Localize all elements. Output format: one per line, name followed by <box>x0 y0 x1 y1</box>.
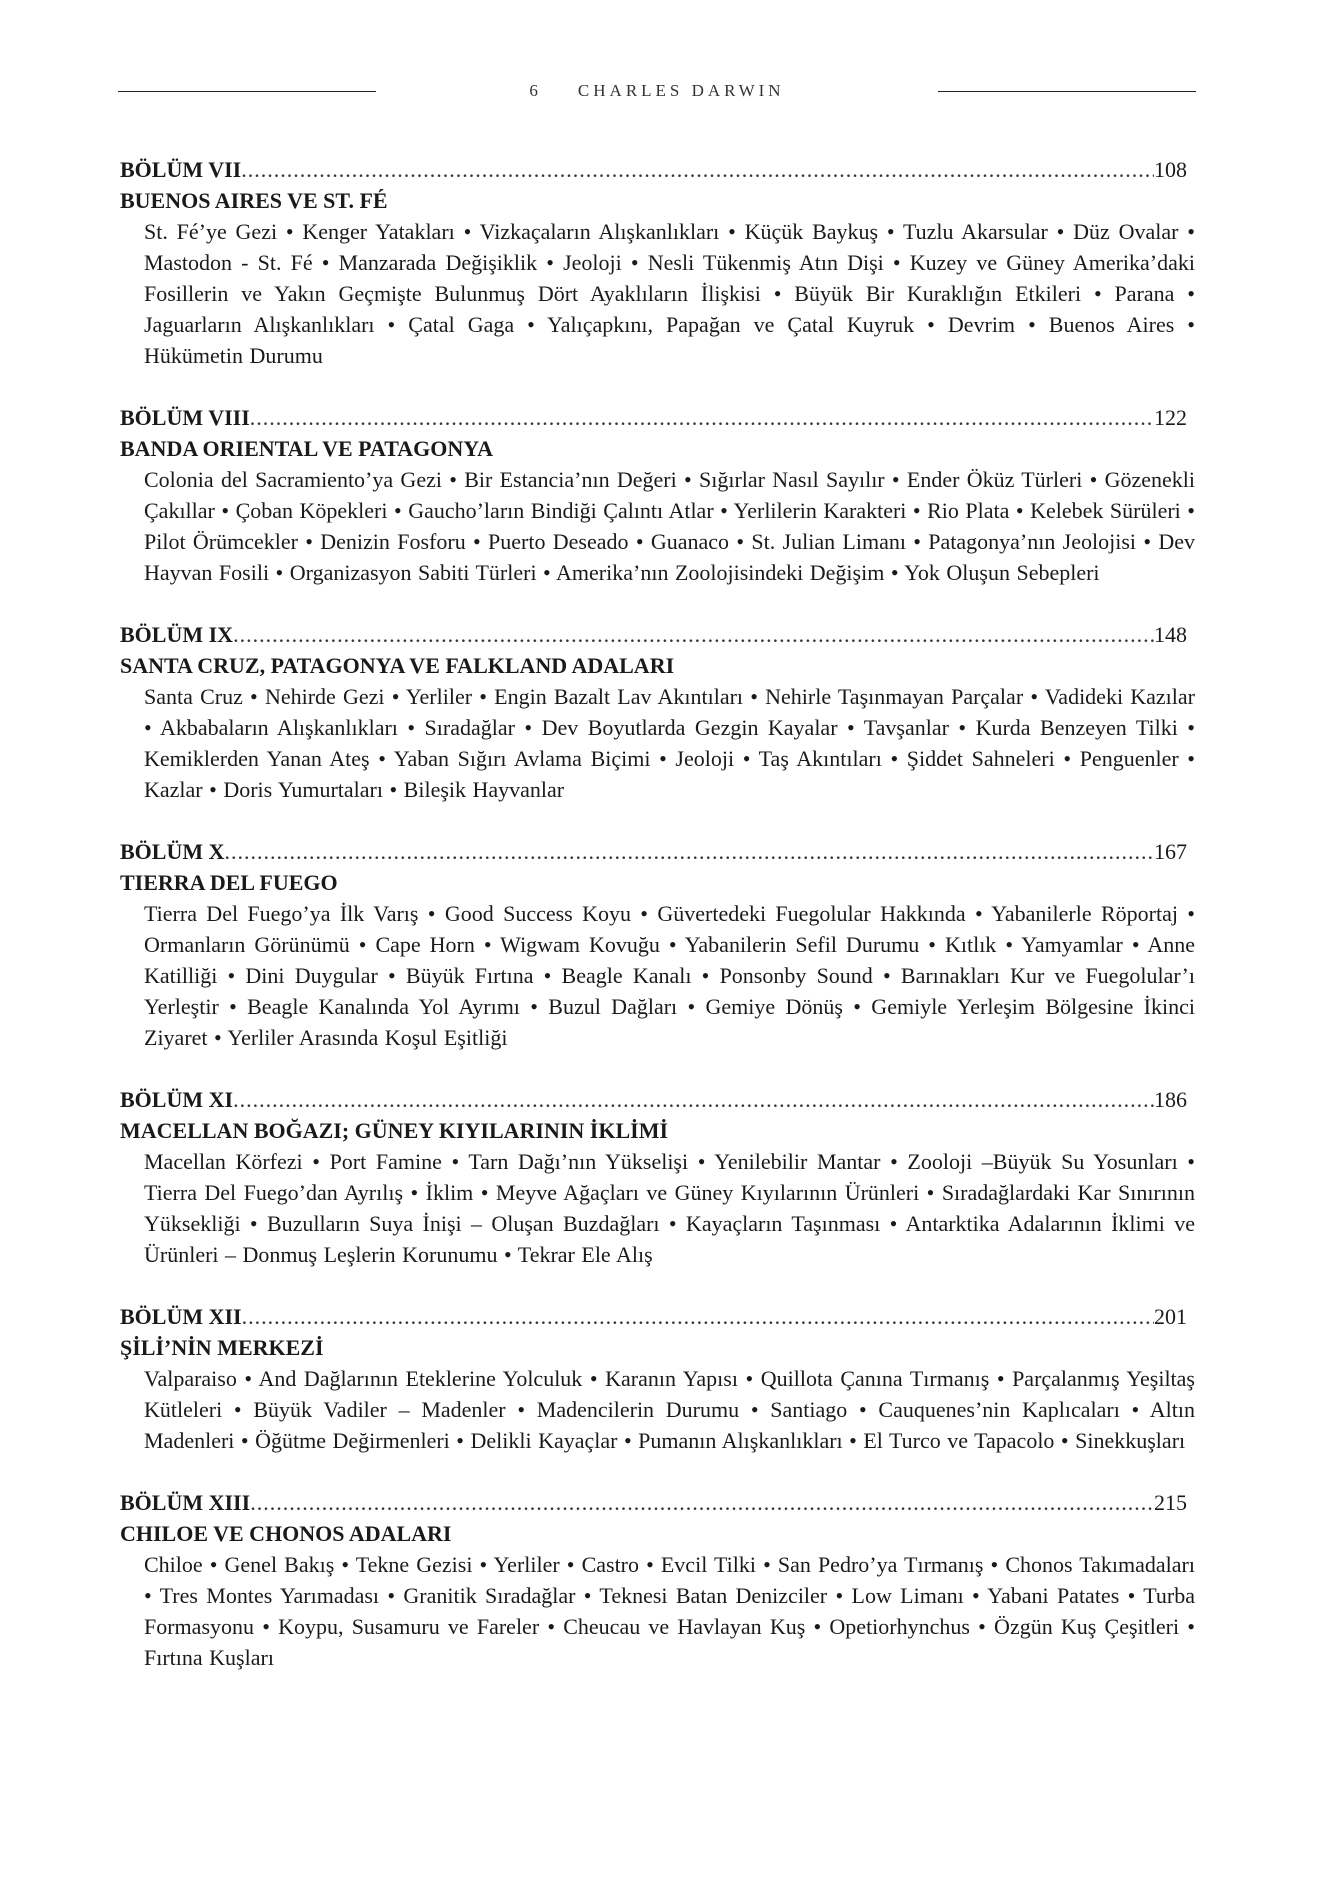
header-page-number: 6 <box>529 81 538 100</box>
header-rule-left <box>118 91 376 92</box>
running-header <box>118 76 1196 106</box>
chapter-number: BÖLÜM IX <box>120 622 234 647</box>
chapter-number: BÖLÜM XII <box>120 1304 242 1329</box>
chapter-number: BÖLÜM XI <box>120 1087 234 1112</box>
toc-entry-12 <box>120 1301 1195 1456</box>
toc-entry-10 <box>120 836 1195 1053</box>
chapter-topics: Santa Cruz • Nehirde Gezi • Yerliler • Engin Bazalt Lav Akıntıları • Nehirle Taşınmayan Parçalar • Vadideki Kazılar • Akbabaların Alışkanlıkları • Sıradağlar • Dev Boyutlarda Gezgin Kayalar • Tavşanlar • Kurda Benzeyen Tilki • Kemiklerden Yanan Ateş • Yaban Sığırı Avlama Biçimi • Jeoloji • Taş Akıntıları • Şiddet Sahneleri • Penguenler • Kazlar • Doris Yumurtaları • Bileşik Hayvanlar <box>144 684 1195 802</box>
toc-chapter-line[interactable] <box>120 1301 1195 1332</box>
table-of-contents <box>120 154 1195 1704</box>
chapter-number: BÖLÜM X <box>120 839 225 864</box>
chapter-page: 148 <box>1154 622 1187 647</box>
chapter-topics: Macellan Körfezi • Port Famine • Tarn Dağı’nın Yükselişi • Yenilebilir Mantar • Zooloji –Büyük Su Yosunları • Tierra Del Fuego’dan Ayrılış • İklim • Meyve Ağaçları ve Güney Kıyılarının Ürünleri • Sıradağlardaki Kar Sınırının Yüksekliği • Buzulların Suya İnişi – Oluşan Buzdağları • Kayaçların Taşınması • Antarktika Adalarının İklimi ve Ürünleri – Donmuş Leşlerin Korunumu • Tekrar Ele Alış <box>144 1149 1195 1267</box>
chapter-number: BÖLÜM XIII <box>120 1490 251 1515</box>
toc-chapter-line[interactable] <box>120 154 1195 185</box>
header-author: CHARLES DARWIN <box>577 81 785 100</box>
chapter-page: 201 <box>1154 1304 1187 1329</box>
chapter-title: TIERRA DEL FUEGO <box>120 870 338 895</box>
chapter-topics: Colonia del Sacramiento’ya Gezi • Bir Estancia’nın Değeri • Sığırlar Nasıl Sayılır • Ender Öküz Türleri • Gözenekli Çakıllar • Çoban Köpekleri • Gaucho’ların Bindiği Çalıntı Atlar • Yerlilerin Karakteri • Rio Plata • Kelebek Sürüleri • Pilot Örümcekler • Denizin Fosforu • Puerto Deseado • Guanaco • St. Julian Limanı • Patagonya’nın Jeolojisi • Dev Hayvan Fosili • Organizasyon Sabiti Türleri • Amerika’nın Zoolojisindeki Değişim • Yok Oluşun Sebepleri <box>144 467 1195 585</box>
toc-chapter-line[interactable] <box>120 1487 1195 1518</box>
chapter-topics: Tierra Del Fuego’ya İlk Varış • Good Success Koyu • Güvertedeki Fuegolular Hakkında • Yabanilerle Röportaj • Ormanların Görünümü • Cape Horn • Wigwam Kovuğu • Yabanilerin Sefil Durumu • Kıtlık • Yamyamlar • Anne Katilliği • Dini Duygular • Büyük Fırtına • Beagle Kanalı • Ponsonby Sound • Barınakları Kur ve Fuegolular’ı Yerleştir • Beagle Kanalında Yol Ayrımı • Buzul Dağları • Gemiye Dönüş • Gemiyle Yerleşim Bölgesine İkinci Ziyaret • Yerliler Arasında Koşul Eşitliği <box>144 901 1195 1050</box>
chapter-title: BUENOS AIRES VE ST. FÉ <box>120 188 388 213</box>
dot-leader <box>233 1084 1154 1115</box>
toc-chapter-line[interactable] <box>120 402 1195 433</box>
toc-entry-8 <box>120 402 1195 588</box>
dot-leader <box>225 836 1155 867</box>
toc-entry-7 <box>120 154 1195 371</box>
toc-entry-9 <box>120 619 1195 805</box>
chapter-title: MACELLAN BOĞAZI; GÜNEY KIYILARININ İKLİMİ <box>120 1118 669 1143</box>
chapter-page: 167 <box>1154 839 1187 864</box>
dot-leader <box>241 154 1154 185</box>
chapter-page: 122 <box>1154 405 1187 430</box>
chapter-title: ŞİLİ’NİN MERKEZİ <box>120 1335 324 1360</box>
chapter-topics: Valparaiso • And Dağlarının Eteklerine Yolculuk • Karanın Yapısı • Quillota Çanına Tırmanış • Parçalanmış Yeşiltaş Kütleleri • Büyük Vadiler – Madenler • Madencilerin Durumu • Santiago • Cauquenes’nin Kaplıcaları • Altın Madenleri • Öğütme Değirmenleri • Delikli Kayaçlar • Pumanın Alışkanlıkları • El Turco ve Tapacolo • Sinekkuşları <box>144 1366 1195 1453</box>
chapter-title: CHILOE VE CHONOS ADALARI <box>120 1521 452 1546</box>
chapter-page: 215 <box>1154 1490 1187 1515</box>
toc-entry-11 <box>120 1084 1195 1270</box>
chapter-page: 186 <box>1154 1087 1187 1112</box>
toc-chapter-line[interactable] <box>120 836 1195 867</box>
toc-chapter-line[interactable] <box>120 619 1195 650</box>
dot-leader <box>242 1301 1154 1332</box>
chapter-title: BANDA ORIENTAL VE PATAGONYA <box>120 436 494 461</box>
chapter-topics: Chiloe • Genel Bakış • Tekne Gezisi • Yerliler • Castro • Evcil Tilki • San Pedro’ya Tırmanış • Chonos Takımadaları • Tres Montes Yarımadası • Granitik Sıradağlar • Teknesi Batan Denizciler • Low Limanı • Yabani Patates • Turba Formasyonu • Koypu, Susamuru ve Fareler • Cheucau ve Havlayan Kuş • Opetiorhynchus • Özgün Kuş Çeşitleri • Fırtına Kuşları <box>144 1552 1195 1670</box>
chapter-title: SANTA CRUZ, PATAGONYA VE FALKLAND ADALARI <box>120 653 675 678</box>
chapter-topics: St. Fé’ye Gezi • Kenger Yatakları • Vizkaçaların Alışkanlıkları • Küçük Baykuş • Tuzlu Akarsular • Düz Ovalar • Mastodon - St. Fé • Manzarada Değişiklik • Jeoloji • Nesli Tükenmiş Atın Dişi • Kuzey ve Güney Amerika’daki Fosillerin ve Yakın Geçmişte Bulunmuş Dört Ayaklıların İlişkisi • Büyük Bir Kuraklığın Etkileri • Parana • Jaguarların Alışkanlıkları • Çatal Gaga • Yalıçapkını, Papağan ve Çatal Kuyruk • Devrim • Buenos Aires • Hükümetin Durumu <box>144 219 1195 368</box>
chapter-number: BÖLÜM VII <box>120 157 242 182</box>
toc-entry-13 <box>120 1487 1195 1673</box>
dot-leader <box>250 402 1154 433</box>
toc-chapter-line[interactable] <box>120 1084 1195 1115</box>
chapter-number: BÖLÜM VIII <box>120 405 250 430</box>
chapter-page: 108 <box>1154 157 1187 182</box>
header-rule-right <box>938 91 1196 92</box>
dot-leader <box>233 619 1154 650</box>
dot-leader <box>250 1487 1154 1518</box>
header-center <box>376 81 938 101</box>
